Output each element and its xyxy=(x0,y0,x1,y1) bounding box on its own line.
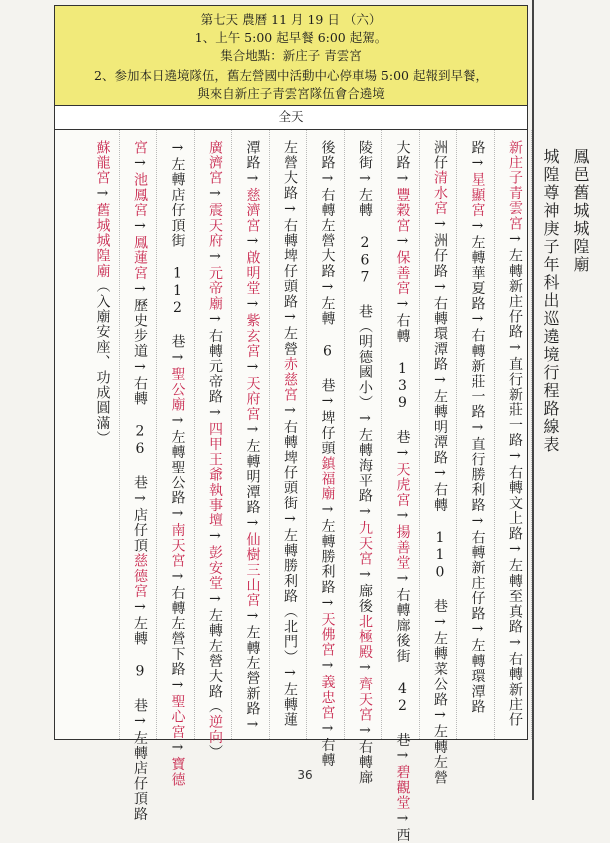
schedule-header xyxy=(54,5,528,106)
route-text: →左轉店仔頂街 112 巷→ xyxy=(169,140,186,367)
route-text: →右轉 xyxy=(319,720,336,769)
temple-name: 保善宮 xyxy=(394,250,411,297)
column-rule xyxy=(381,130,382,739)
route-text: → xyxy=(94,185,111,203)
route-text: → xyxy=(357,659,373,677)
temple-name: 南天宮 xyxy=(169,522,186,569)
temple-name: 震天府 xyxy=(207,202,223,249)
route-text: → xyxy=(132,155,148,173)
route-text: → xyxy=(394,233,411,251)
route-text: → xyxy=(207,185,223,203)
title-temple: 鳳邑舊城城隍廟 xyxy=(571,148,590,274)
temple-name: 啟明堂 xyxy=(244,250,261,297)
route-text: →左轉明潭路→ xyxy=(244,421,261,533)
route-text: ） xyxy=(207,744,223,761)
route-column xyxy=(276,140,304,728)
temple-name: 星顯宮 xyxy=(469,172,486,219)
route-column xyxy=(164,140,192,787)
temple-name: 舊城城隍廟 xyxy=(94,202,111,279)
route-text: →左轉聖公路→ xyxy=(169,412,186,523)
allday-row xyxy=(54,106,528,130)
route-text: → xyxy=(319,657,336,675)
column-rule xyxy=(456,130,457,739)
route-text: → xyxy=(244,296,261,314)
temple-name: 齊天宮 xyxy=(357,676,373,723)
route-text: →左轉 9 巷→左轉店仔頂路 xyxy=(132,598,148,822)
column-rule xyxy=(419,130,420,739)
title-divider xyxy=(532,0,534,800)
route-text: →右轉左營下路→ xyxy=(169,568,186,695)
header-line-day: 第七天 農曆 11 月 19 日 （六） xyxy=(200,12,382,27)
route-text: → xyxy=(169,739,186,757)
route-text: →右轉埤仔頭街→左轉勝利路（北門）→左轉蓮 xyxy=(282,402,298,728)
route-text: → xyxy=(207,248,223,266)
header-line-meeting-point: 集合地點：新庄子 青雲宮 xyxy=(220,48,362,63)
column-rule xyxy=(269,130,270,739)
route-text: →歷史步道→右轉 26 巷→店仔頂 xyxy=(132,280,148,554)
route-text: →洲仔路→右轉環潭路→左轉明潭路→右轉 110 巷→左轉菜公路→左轉左營 xyxy=(432,216,448,786)
route-text: →右轉 139 巷→ xyxy=(394,296,411,463)
temple-name: 四甲王爺執事壇 xyxy=(207,421,223,529)
column-rule xyxy=(156,130,157,739)
temple-name: 慈德宮 xyxy=(132,553,148,599)
route-text: 後路→右轉左營大路→左轉 6 巷→埤仔頭 xyxy=(319,140,336,456)
route-text: （入廟安座、功成圓滿） xyxy=(94,278,111,447)
route-text: →左轉左營新路→ xyxy=(244,608,261,734)
route-text: 路→ xyxy=(469,140,486,173)
route-text: →右轉元帝路→ xyxy=(207,311,223,422)
temple-name: 慈濟宮 xyxy=(244,187,261,234)
route-text: 洲仔 xyxy=(432,140,448,171)
temple-name: 赤慈宮 xyxy=(282,356,298,403)
column-rule xyxy=(194,130,195,739)
temple-name: 清水宮 xyxy=(432,170,448,217)
route-text: →左轉新庄仔路→直行新莊一路→右轉文上路→左轉至真路→右轉新庄仔 xyxy=(507,231,523,728)
temple-name: 九天宮 xyxy=(357,520,373,567)
temple-name: 新庄子青雲宮 xyxy=(507,140,523,232)
route-column xyxy=(464,140,492,714)
route-text: →右轉廍 xyxy=(357,722,373,786)
route-text: 大路→ xyxy=(394,140,411,188)
temple-name: 鳳蓮宮 xyxy=(132,235,148,281)
header-line-join: 與來自新庄子青雲宮隊伍會合遶境 xyxy=(197,86,385,101)
temple-name: 池鳳宮 xyxy=(132,172,148,219)
route-text: 陵街→左轉 267 巷（明德國小）→左轉海平路→ xyxy=(357,140,373,521)
route-text: →左轉華夏路→右轉新莊一路→直行勝利路→右轉新庄仔路→左轉環潭路 xyxy=(469,218,486,715)
route-text: → xyxy=(132,218,148,236)
temple-name: 彭安堂 xyxy=(207,545,223,591)
temple-name: 鎮福廟 xyxy=(319,456,336,502)
route-text: 潭路→ xyxy=(244,140,261,188)
route-text: →廍後 xyxy=(357,566,373,615)
temple-name: 北極殿 xyxy=(357,614,373,660)
route-text: →右轉廍後街 42 巷→ xyxy=(394,570,411,765)
route-column xyxy=(126,140,154,822)
route-text: →左轉勝利路→ xyxy=(319,501,336,613)
column-rule xyxy=(306,130,307,739)
route-text: 左營大路→右轉埤仔頭路→左營 xyxy=(282,140,298,357)
header-line-instructions: 2、参加本日遶境隊伍，舊左營國中活動中心停車場 5:00 起報到早餐， xyxy=(94,68,488,83)
temple-name: 聖心宮 xyxy=(169,694,186,740)
header-line-breakfast: 1、上午 5:00 起早餐 6:00 起駕。 xyxy=(194,30,388,45)
temple-name: 宮 xyxy=(132,140,148,156)
temple-name: 揚善堂 xyxy=(394,524,411,571)
temple-name: 天虎宮 xyxy=(394,462,411,508)
route-column xyxy=(239,140,267,734)
route-text: → xyxy=(207,528,223,546)
temple-name: 聖公廟 xyxy=(169,366,186,413)
temple-name: 碧觀堂 xyxy=(394,764,411,811)
temple-name: 廣濟宮 xyxy=(207,140,223,186)
allday-label: 全天 xyxy=(278,109,304,124)
temple-name: 蘇龍宮 xyxy=(94,140,111,186)
route-text: → xyxy=(244,358,261,377)
route-text: → xyxy=(394,507,411,525)
route-column xyxy=(426,140,454,785)
temple-name: 元帝廟 xyxy=(207,265,223,312)
title-route-table: 城隍尊神庚子年科出巡遶境行程路線表 xyxy=(541,148,560,454)
temple-name: 仙樹三山宮 xyxy=(244,532,261,609)
route-column xyxy=(201,140,229,760)
temple-name: 逆向 xyxy=(207,714,223,745)
route-text: →西 xyxy=(394,810,411,843)
route-column xyxy=(89,140,117,446)
page-number: 36 xyxy=(297,768,313,782)
route-column xyxy=(501,140,529,728)
temple-name: 義忠宮 xyxy=(319,674,336,721)
route-column xyxy=(351,140,379,785)
route-text: → xyxy=(244,233,261,251)
column-rule xyxy=(119,130,120,739)
temple-name: 寶德 xyxy=(169,756,186,788)
column-rule xyxy=(494,130,495,739)
temple-name: 天佛宮 xyxy=(319,612,336,658)
route-text: →左轉左營大路（ xyxy=(207,590,223,715)
route-column xyxy=(389,140,417,843)
column-rule xyxy=(231,130,232,739)
route-column xyxy=(314,140,342,768)
temple-name: 豐穀宮 xyxy=(394,187,411,234)
temple-name: 紫玄宮 xyxy=(244,313,261,359)
temple-name: 天府宮 xyxy=(244,376,261,422)
column-rule xyxy=(344,130,345,739)
